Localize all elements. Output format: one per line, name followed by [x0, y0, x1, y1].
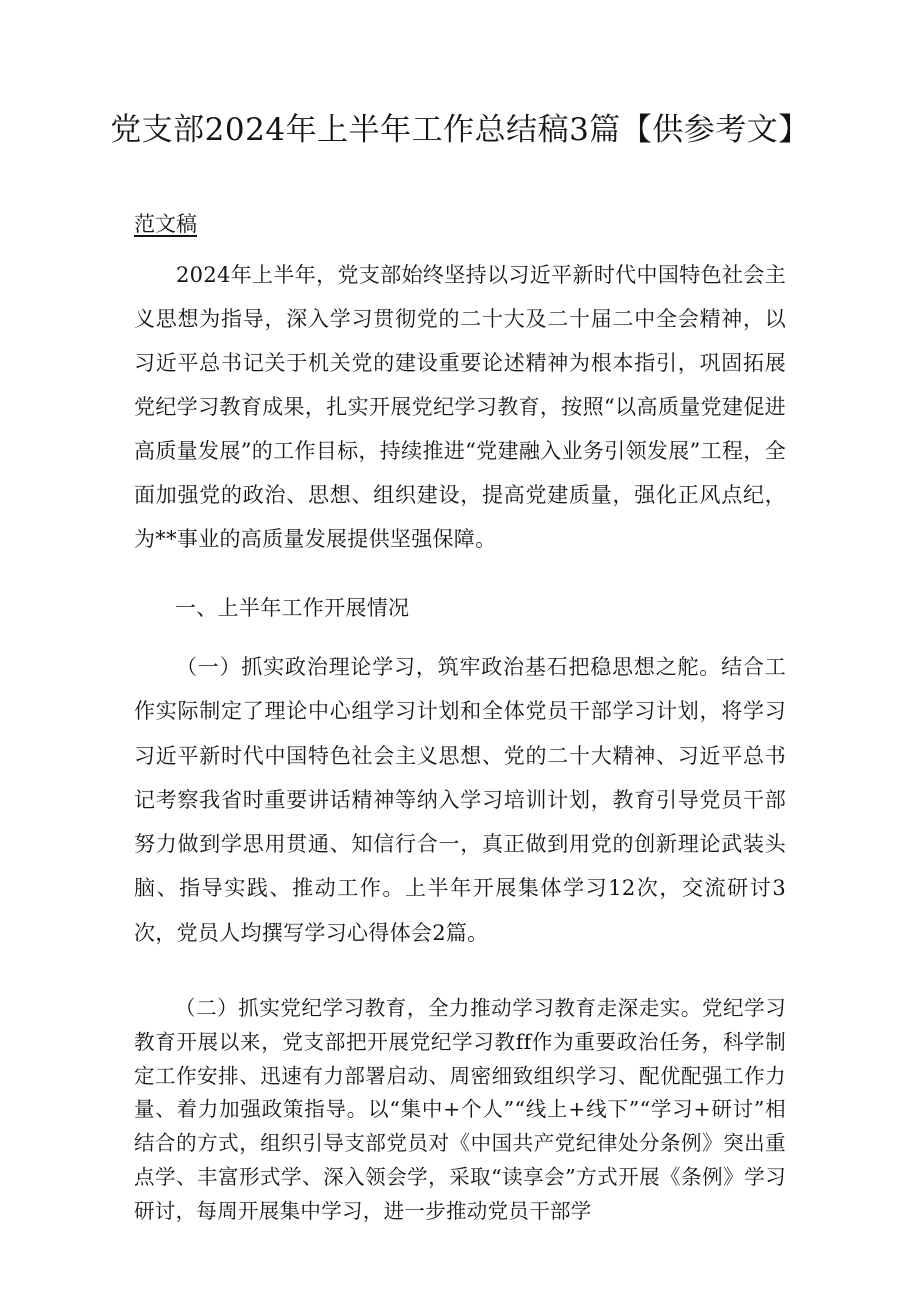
- document-title: 党支部2024年上半年工作总结稿3篇【供参考文】: [110, 112, 810, 148]
- intro-paragraph: 2024年上半年，党支部始终坚持以习近平新时代中国特色社会主义思想为指导，深入学习贯彻党的二十大及二十届二中全会精神，以习近平总书记关于机关党的建设重要论述精神为根本指引，巩固拓展党纪学习教育成果，扎实开展党纪学习教育，按照“以高质量党建促进高质量发展”的工作目标，持续推进“党建融入业务引领发展”工程，全面加强党的政治、思想、组织建设，提高党建质量，强化正风点纪，为**事业的高质量发展提供坚强保障。: [134, 263, 786, 551]
- section-heading: 一、上半年工作开展情况: [175, 596, 410, 620]
- section-2-paragraph: （二）抓实党纪学习教育，全力推动学习教育走深走实。党纪学习教育开展以来，党支部把开展党纪学习教ff作为重要政治任务，科学制定工作安排、迅速有力部署启动、周密细致组织学习、配优配强工作力量、着力加强政策指导。以“集中+个人”“线上+线下”“学习+研讨”相结合的方式，组织引导支部党员对《中国共产党纪律处分条例》突出重点学、丰富形式学、深入领会学，采取“读享会”方式开展《条例》学习研讨，每周开展集中学习，进一步推动党员干部学: [134, 996, 786, 1223]
- section-1-paragraph: （一）抓实政治理论学习，筑牢政治基石把稳思想之舵。结合工作实际制定了理论中心组学习计划和全体党员干部学习计划，将学习习近平新时代中国特色社会主义思想、党的二十大精神、习近平总书记考察我省时重要讲话精神等纳入学习培训计划，教育引导党员干部努力做到学思用贯通、知信行合一，真正做到用党的创新理论武装头脑、指导实践、推动工作。上半年开展集体学习12次，交流研讨3次，党员人均撰写学习心得体会2篇。: [134, 655, 786, 945]
- document-subtitle: 范文稿: [134, 212, 197, 236]
